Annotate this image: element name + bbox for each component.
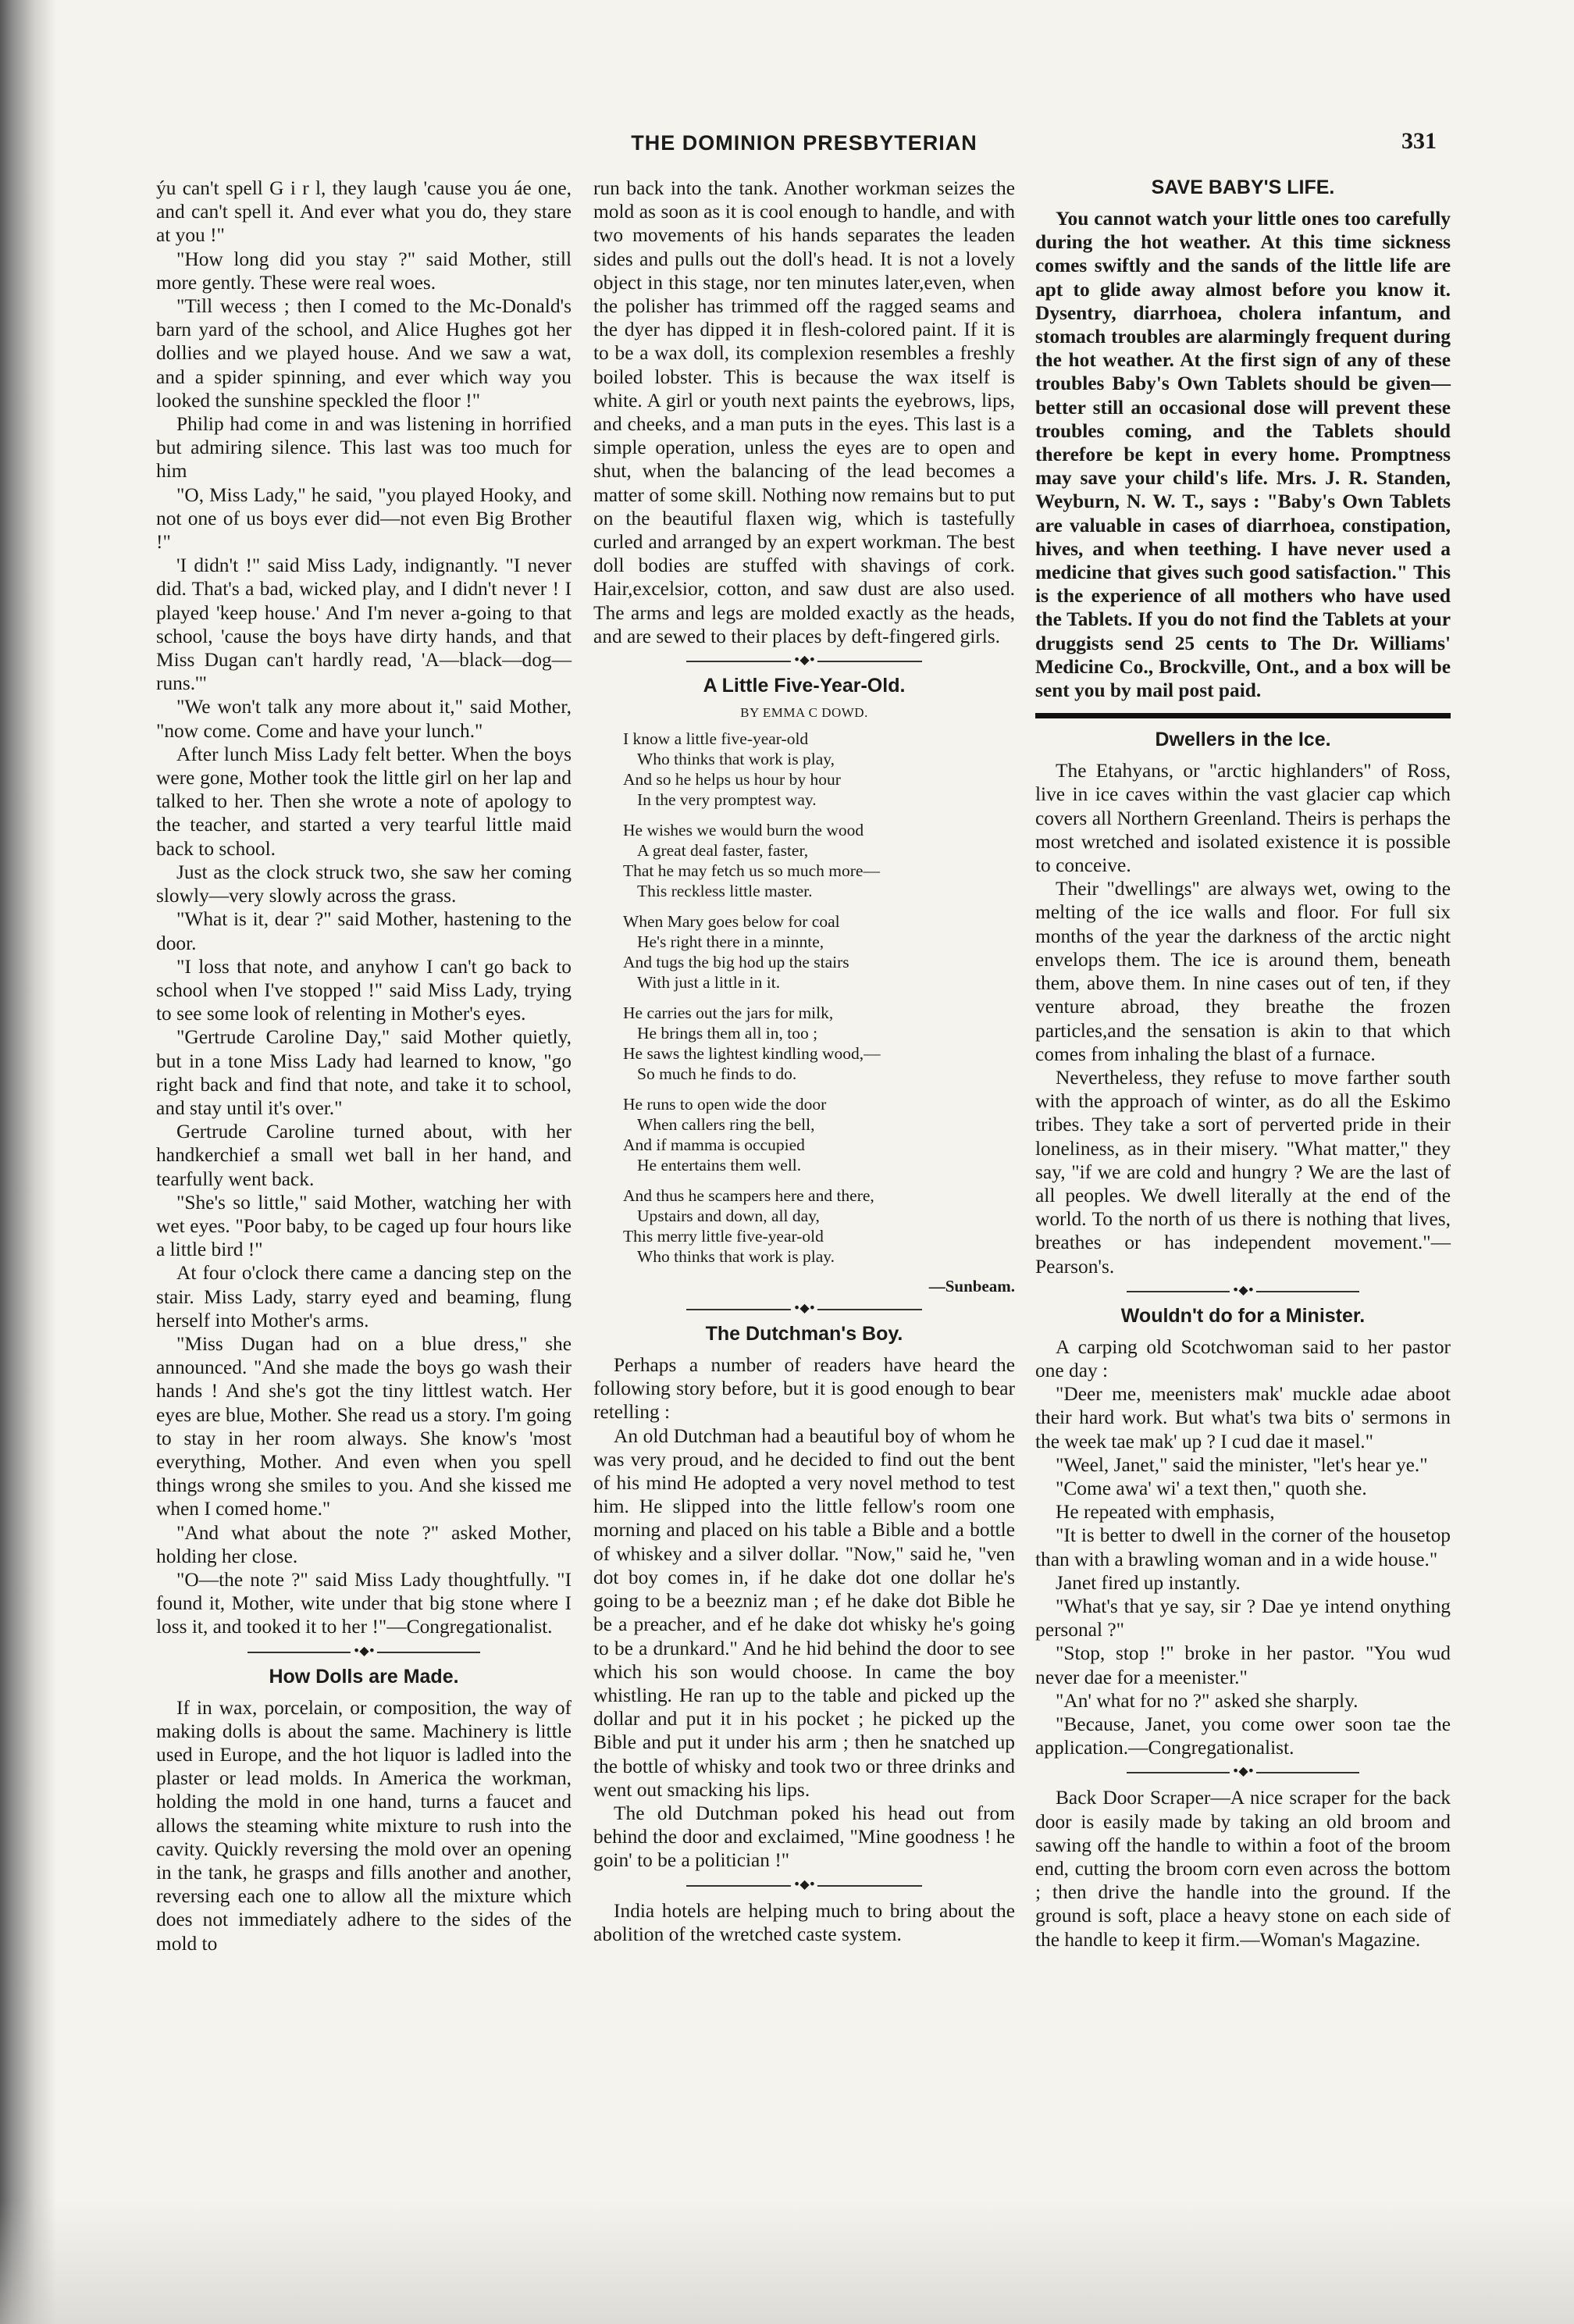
story-paragraph: "I loss that note, and anyhow I can't go back to school when I've stopped !" said Miss Lady, trying to see some look of relenting in Mother's eyes. — [156, 955, 572, 1025]
story-paragraph: 'I didn't !" said Miss Lady, indignantly. "I never did. That's a bad, wicked play, and I didn't never ! I played 'keep house.' And I'm never a-going to that school, 'cause the boys have dirty hands, and that Miss Dugan can't hardly read, 'A—black—dog—runs.'" — [156, 554, 572, 695]
ice-paragraph: Their "dwellings" are always wet, owing to the melting of the ice walls and floor. For full six months of the year the darkness of the arctic night envelops them. The ice is around them, beneath them, above them. In nine cases out of ten, if they venture abroad, they breathe the frozen particles,and the sensation is akin to that which comes from inhaling the blast of a furnace. — [1035, 878, 1451, 1065]
story-paragraph: "And what about the note ?" asked Mother, holding her close. — [156, 1521, 572, 1567]
column-3 — [1035, 176, 1451, 1952]
story-paragraph: ýu can't spell G i r l, they laugh 'cause you áe one, and can't spell it. And ever what you do, they stare at you !" — [156, 177, 572, 247]
divider-ornament-icon: •◆• — [1230, 1282, 1256, 1297]
section-divider — [593, 654, 1015, 668]
poem — [623, 729, 1015, 1267]
poem-stanza — [623, 1094, 1015, 1175]
story-paragraph: Gertrude Caroline turned about, with her handkerchief a small wet ball in her hand, and tearfully went back. — [156, 1121, 572, 1190]
minister-paragraph: A carping old Scotchwoman said to her pastor one day : — [1035, 1335, 1451, 1381]
poem-line: He runs to open wide the door — [623, 1095, 827, 1114]
divider-ornament-icon: •◆• — [1230, 1763, 1256, 1778]
poem-line: And tugs the big hod up the stairs — [623, 953, 849, 972]
story-paragraph: "What is it, dear ?" said Mother, hastening to the door. — [156, 908, 572, 954]
divider-rule — [1035, 713, 1451, 718]
minister-paragraph: He repeated with emphasis, — [1056, 1501, 1275, 1524]
divider-ornament-icon: •◆• — [791, 1300, 817, 1315]
section-divider — [593, 1300, 1015, 1317]
poem-line: He saws the lightest kindling wood,— — [623, 1044, 881, 1064]
poem-credit: —Sunbeam. — [928, 1277, 1015, 1296]
page-edge-shadow — [0, 2199, 1574, 2324]
story-paragraph: "O, Miss Lady," he said, "you played Hooky, and not one of us boys ever did—not even Big Brother !" — [156, 483, 572, 554]
binding-shadow — [0, 0, 56, 2324]
story-paragraph: Philip had come in and was listening in horrified but admiring silence. This last was too much for him — [156, 413, 572, 483]
article-title-dutchman: The Dutchman's Boy. — [705, 1323, 903, 1346]
poem-line: He entertains them well. — [637, 1156, 802, 1175]
poem-line: He brings them all in, too ; — [637, 1024, 818, 1043]
poem-line: Upstairs and down, all day, — [637, 1207, 820, 1226]
section-divider — [1035, 1281, 1451, 1299]
column-1 — [156, 176, 572, 1955]
minister-paragraph: "What's that ye say, sir ? Dae ye intend onything personal ?" — [1035, 1595, 1451, 1641]
poem-line: And thus he scampers here and there, — [623, 1186, 874, 1206]
poem-line: Who thinks that work is play, — [637, 750, 835, 769]
story-paragraph: "How long did you stay ?" said Mother, still more gently. These were real woes. — [156, 248, 572, 294]
poem-line: With just a little in it. — [637, 973, 781, 993]
poem-line: When callers ring the bell, — [637, 1115, 815, 1135]
poem-stanza — [623, 820, 1015, 901]
story-paragraph: At four o'clock there came a dancing step on the stair. Miss Lady, starry eyed and beaming, flung herself into Mother's arms. — [156, 1262, 572, 1331]
story-paragraph: Just as the clock struck two, she saw her coming slowly—very slowly across the grass. — [156, 861, 572, 907]
india-paragraph: India hotels are helping much to bring about the abolition of the wretched caste system. — [593, 1899, 1015, 1945]
dolls-paragraph-continued: run back into the tank. Another workman seizes the mold as soon as it is cool enough to handle, and with two movements of his hands separates the leaden sides and pulls out the doll's head. It is not a lovely object in this stage, nor ten minutes later,even, when the polisher has trimmed off the ragged seams and the dyer has dipped it in flesh-colored paint. If it is to be a wax doll, its complexion resembles a freshly boiled lobster. This is because the wax itself is white. A girl or youth next paints the eyebrows, lips, and cheeks, and a man puts in the eyes. This last is a simple operation, unless the eyes are to open and shut, when the balancing of the lead becomes a matter of some skill. Nothing now remains but to put on the beautiful flaxen wig, which is tastefully curled and arranged by an expert workman. The best doll bodies are stuffed with shavings of cork. Hair,excelsior, cotton, and saw dust are also used. The arms and legs are molded exactly as the heads, and are sewed to their places by deft-fingered girls. — [593, 177, 1015, 647]
section-divider — [593, 1876, 1015, 1893]
poem-line: This merry little five-year-old — [623, 1227, 824, 1246]
poem-line: He carries out the jars for milk, — [623, 1003, 834, 1023]
minister-paragraph: "Weel, Janet," said the minister, "let's hear ye." — [1056, 1453, 1428, 1476]
minister-paragraph: "It is better to dwell in the corner of the housetop than with a brawling woman and in a wide house." — [1035, 1524, 1451, 1570]
poem-stanza — [623, 729, 1015, 810]
poem-line: I know a little five-year-old — [623, 729, 809, 749]
story-paragraph: "O—the note ?" said Miss Lady thoughtfully. "I found it, Mother, wite under that big stone where I loss it, and tooked it to her !"—Congregationalist. — [156, 1568, 572, 1638]
scraper-paragraph: Back Door Scraper—A nice scraper for the back door is easily made by taking an old broom and sawing off the handle to within a foot of the broom end, cutting the broom corn even across the bottom ; then drive the handle into the ground. If the ground is soft, place a heavy stone on each side of the handle to keep it firm.—Woman's Magazine. — [1035, 1787, 1451, 1951]
poem-title: A Little Five-Year-Old. — [703, 675, 906, 697]
poem-line: A great deal faster, faster, — [637, 841, 809, 861]
dolls-paragraph: If in wax, porcelain, or composition, the way of making dolls is about the same. Machinery is little used in Europe, and the hot liquor is ladled into the plaster or lead molds. In America the workman, holding the mold in one hand, turns a faucet and allows the steaming white mixture to rush into the cavity. Quickly reversing the mold over an opening in the tank, he grasps and fills another and another, reversing each one to allow all the mixture which does not immediately adhere to the sides of the mold to — [156, 1696, 572, 1955]
minister-paragraph: "An' what for no ?" asked she sharply. — [1056, 1689, 1359, 1712]
baby-paragraph: You cannot watch your little ones too carefully during the hot weather. At this time sickness comes swiftly and the sands of the little life are apt to glide away almost before you know it. Dysentry, diarrhoea, cholera infantum, and stomach troubles are alarmingly frequent during the hot weather. At the first sign of any of these troubles Baby's Own Tablets should be given—better still an occasional dose will prevent these troubles coming, and the Tablets should therefore be kept in every home. Promptness may save your child's life. Mrs. J. R. Standen, Weyburn, N. W. T., says : "Baby's Own Tablets are valuable in cases of diarrhoea, constipation, hives, and when teething. I have never used a medicine that gives such good satisfaction." This is the experience of all mothers who have used the Tablets. If you do not find the Tablets at your druggists send 25 cents to The Dr. Williams' Medicine Co., Brockville, Ont., and a box will be sent you by mail post paid. — [1035, 208, 1451, 702]
article-title-dolls: How Dolls are Made. — [269, 1665, 459, 1688]
dutchman-paragraph: An old Dutchman had a beautiful boy of whom he was very proud, and he decided to find out the bent of his mind He adopted a very novel method to test him. He slipped into the little fellow's room one morning and placed on his table a Bible and a bottle of whiskey and a silver dollar. "Now," said he, "ven dot boy comes in, if he dake dot one dollar he's going to be a beezniz man ; ef he dake dot Bible he be a preacher, and ef he dake dot whisky he's going to be a drunkard." And he hid behind the door to see which his son would choose. In came the boy whistling. He ran up to the table and picked up the dollar and put it in his pocket ; he picked up the Bible and put it under his arm ; then he snatched up the bottle of whisky and took two or three drinks and went out smacking his lips. — [593, 1424, 1015, 1801]
column-2 — [593, 176, 1015, 1946]
poem-stanza — [623, 911, 1015, 993]
minister-paragraph: Janet fired up instantly. — [1056, 1571, 1241, 1594]
divider-ornament-icon: •◆• — [351, 1643, 377, 1658]
poem-byline: BY EMMA C DOWD. — [740, 705, 868, 721]
story-paragraph: After lunch Miss Lady felt better. When the boys were gone, Mother took the little girl on her lap and talked to her. Then she wrote a note of apology to the teacher, and started a very tearful little maid back to school. — [156, 743, 572, 860]
poem-line: So much he finds to do. — [637, 1064, 797, 1084]
poem-stanza — [623, 1003, 1015, 1084]
divider-ornament-icon: •◆• — [791, 652, 817, 667]
article-title-baby: SAVE BABY'S LIFE. — [1151, 176, 1335, 198]
section-divider — [156, 1642, 572, 1659]
poem-line: Who thinks that work is play. — [637, 1247, 835, 1267]
masthead: THE DOMINION PRESBYTERIAN — [631, 131, 978, 155]
article-title-minister: Wouldn't do for a Minister. — [1120, 1304, 1366, 1327]
story-paragraph: "Miss Dugan had on a blue dress," she announced. "And she made the boys go wash their hands ! And she's got the tiny littlest watch. Her eyes are blue, Mother. She read us a story. I'm going to stay in her room always. She know's 'most everything, Mother. And even when you spell things wrong she smiles to you. And she kissed me when I comed home." — [156, 1332, 572, 1520]
poem-line: When Mary goes below for coal — [623, 912, 840, 932]
poem-stanza — [623, 1185, 1015, 1267]
story-paragraph: "We won't talk any more about it," said Mother, "now come. Come and have your lunch." — [156, 696, 572, 742]
poem-line: He's right there in a minnte, — [637, 932, 824, 952]
poem-line: This reckless little master. — [637, 882, 813, 901]
page-number: 331 — [1401, 128, 1437, 154]
poem-line: And if mamma is occupied — [623, 1135, 805, 1155]
story-continued — [156, 176, 572, 1639]
poem-line: He wishes we would burn the wood — [623, 821, 864, 840]
story-paragraph: "Gertrude Caroline Day," said Mother quietly, but in a tone Miss Lady had learned to know, "go right back and find that note, and take it to school, and stay until it's over." — [156, 1026, 572, 1119]
minister-paragraph: "Deer me, meenisters mak' muckle adae aboot their hard work. But what's twa bits o' sermons in the week tae mak' up ? I cud dae it masel." — [1035, 1383, 1451, 1452]
story-paragraph: "Till wecess ; then I comed to the Mc-Donald's barn yard of the school, and Alice Hughes got her dollies and we played house. And we saw a wat, and a spider spinning, and ever which way you looked the sunshine speckled the floor !" — [156, 295, 572, 412]
minister-paragraph: "Because, Janet, you come ower soon tae the application.—Congregationalist. — [1035, 1713, 1451, 1759]
minister-paragraph: "Stop, stop !" broke in her pastor. "You wud never dae for a meenister." — [1035, 1642, 1451, 1688]
ice-paragraph: The Etahyans, or "arctic highlanders" of Ross, live in ice caves within the vast glacier cap which covers all Northern Greenland. Theirs is perhaps the most wretched and isolated existence it is possible to conceive. — [1035, 760, 1451, 877]
section-divider — [1035, 1763, 1451, 1780]
article-title-ice: Dwellers in the Ice. — [1155, 729, 1331, 751]
poem-line: In the very promptest way. — [637, 790, 817, 810]
story-paragraph: "She's so little," said Mother, watching her with wet eyes. "Poor baby, to be caged up four hours like a little bird !" — [156, 1191, 572, 1261]
minister-paragraph: "Come awa' wi' a text then," quoth she. — [1056, 1477, 1367, 1499]
poem-line: That he may fetch us so much more— — [623, 861, 880, 881]
divider-ornament-icon: •◆• — [791, 1877, 817, 1891]
dutchman-paragraph: The old Dutchman poked his head out from behind the door and exclaimed, "Mine goodness ! he goin' to be a politician !" — [593, 1802, 1015, 1872]
ice-paragraph: Nevertheless, they refuse to move farther south with the approach of winter, as do all the Eskimo tribes. They take a sort of perverted pride in their loneliness, as in their misery. "What matter," they say, "if we are cold and hungry ? We are the last of all peoples. We dwell literally at the end of the world. To the north of us there is nothing that lives, breathes or has independent movement."—Pearson's. — [1035, 1066, 1451, 1278]
poem-line: And so he helps us hour by hour — [623, 770, 841, 790]
section-divider-thick — [1035, 708, 1451, 722]
dutchman-paragraph: Perhaps a number of readers have heard the following story before, but it is good enough to bear retelling : — [593, 1354, 1015, 1424]
